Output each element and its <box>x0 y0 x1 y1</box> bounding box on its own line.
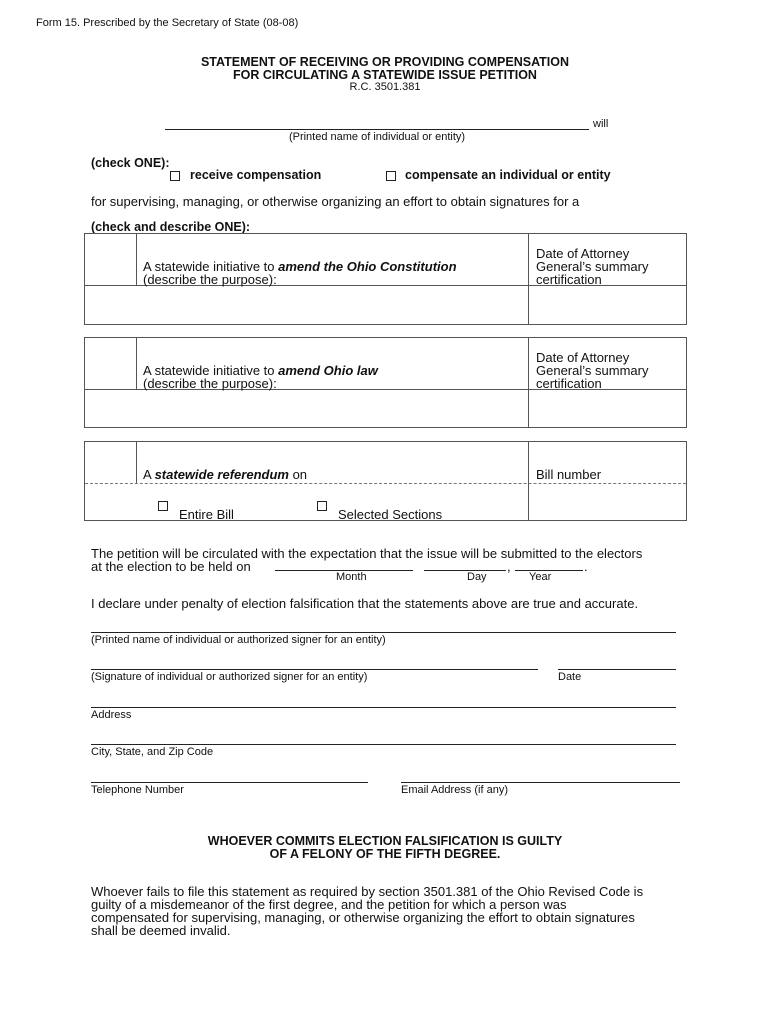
constitution-purpose-label: (describe the purpose): <box>143 272 277 287</box>
warning-line2: OF A FELONY OF THE FIFTH DEGREE. <box>269 847 501 861</box>
year-caption: Year <box>529 571 552 583</box>
warning-line1: WHOEVER COMMITS ELECTION FALSIFICATION IS GUILTY <box>207 834 563 848</box>
telephone-caption: Telephone Number <box>91 784 184 796</box>
law-ag-date-line1: Date of Attorney <box>536 350 630 365</box>
constitution-ag-date-field[interactable] <box>529 286 685 324</box>
city-state-zip-caption: City, State, and Zip Code <box>91 746 214 758</box>
statute-reference: R.C. 3501.381 <box>349 81 421 93</box>
footer-text-line1: Whoever fails to file this statement as required by section 3501.381 of the Ohio Revised Code is <box>91 884 644 899</box>
referendum-label: A statewide referendum on <box>143 467 308 482</box>
bill-number-field[interactable] <box>529 484 685 520</box>
selected-sections-label: Selected Sections <box>338 507 443 522</box>
date-field[interactable] <box>558 669 676 670</box>
receive-compensation-label: receive compensation <box>190 168 322 182</box>
printed-signer-name-field[interactable] <box>91 632 676 633</box>
footer-text-line2: guilty of a misdemeanor of the first degree, and the petition for which a person was <box>91 897 567 912</box>
email-field[interactable] <box>401 782 680 783</box>
form-number: Form 15. Prescribed by the Secretary of State (08-08) <box>36 17 299 29</box>
constitution-amendment-checkbox[interactable] <box>85 234 135 284</box>
will-text: will <box>593 118 609 130</box>
telephone-field[interactable] <box>91 782 368 783</box>
election-text-line2: at the election to be held on <box>91 559 251 574</box>
bill-number-label: Bill number <box>536 467 602 482</box>
election-comma: , <box>507 559 511 574</box>
entire-bill-label: Entire Bill <box>179 507 234 522</box>
declaration-text: I declare under penalty of election falsification that the statements above are true and accurate. <box>91 596 639 611</box>
date-caption: Date <box>558 671 582 683</box>
compensate-entity-checkbox[interactable] <box>386 171 396 181</box>
address-field[interactable] <box>91 707 676 708</box>
purpose-text: for supervising, managing, or otherwise organizing an effort to obtain signatures for a <box>91 194 580 209</box>
law-amendment-label: A statewide initiative to amend Ohio law <box>143 363 378 378</box>
signature-field[interactable] <box>91 669 538 670</box>
address-caption: Address <box>91 709 132 721</box>
form-title-line2: FOR CIRCULATING A STATEWIDE ISSUE PETITION <box>233 68 537 82</box>
law-purpose-label: (describe the purpose): <box>143 376 277 391</box>
printed-signer-name-caption: (Printed name of individual or authorized signer for an entity) <box>91 634 386 646</box>
compensate-entity-label: compensate an individual or entity <box>405 168 611 182</box>
election-day-field[interactable] <box>424 570 506 571</box>
election-period: . <box>584 559 588 574</box>
check-describe-heading: (check and describe ONE): <box>91 220 251 234</box>
law-ag-date-line2: General’s summary <box>536 363 649 378</box>
law-amendment-checkbox[interactable] <box>85 338 135 388</box>
referendum-checkbox[interactable] <box>85 442 135 482</box>
law-ag-date-field[interactable] <box>529 390 685 427</box>
month-caption: Month <box>336 571 367 583</box>
day-caption: Day <box>467 571 487 583</box>
signature-caption: (Signature of individual or authorized signer for an entity) <box>91 671 368 683</box>
email-caption: Email Address (if any) <box>401 784 508 796</box>
constitution-ag-date-line3: certification <box>536 272 602 287</box>
election-text-line1: The petition will be circulated with the expectation that the issue will be submitted to the electors <box>91 546 643 561</box>
constitution-amendment-label: A statewide initiative to amend the Ohio Constitution <box>143 259 457 274</box>
city-state-zip-field[interactable] <box>91 744 676 745</box>
printed-name-caption: (Printed name of individual or entity) <box>288 131 466 143</box>
form-title-line1: STATEMENT OF RECEIVING OR PROVIDING COMPENSATION <box>200 55 570 69</box>
receive-compensation-checkbox[interactable] <box>170 171 180 181</box>
printed-name-field[interactable] <box>165 129 589 130</box>
footer-text-line4: shall be deemed invalid. <box>91 923 231 938</box>
constitution-ag-date-line1: Date of Attorney <box>536 246 630 261</box>
entire-bill-checkbox[interactable] <box>158 501 168 511</box>
law-purpose-field[interactable] <box>86 390 527 427</box>
footer-text-line3: compensated for supervising, managing, or otherwise organizing the effort to obtain signatures <box>91 910 635 925</box>
selected-sections-checkbox[interactable] <box>317 501 327 511</box>
constitution-ag-date-line2: General’s summary <box>536 259 649 274</box>
law-ag-date-line3: certification <box>536 376 602 391</box>
check-one-heading: (check ONE): <box>91 156 170 170</box>
constitution-purpose-field[interactable] <box>86 286 527 324</box>
